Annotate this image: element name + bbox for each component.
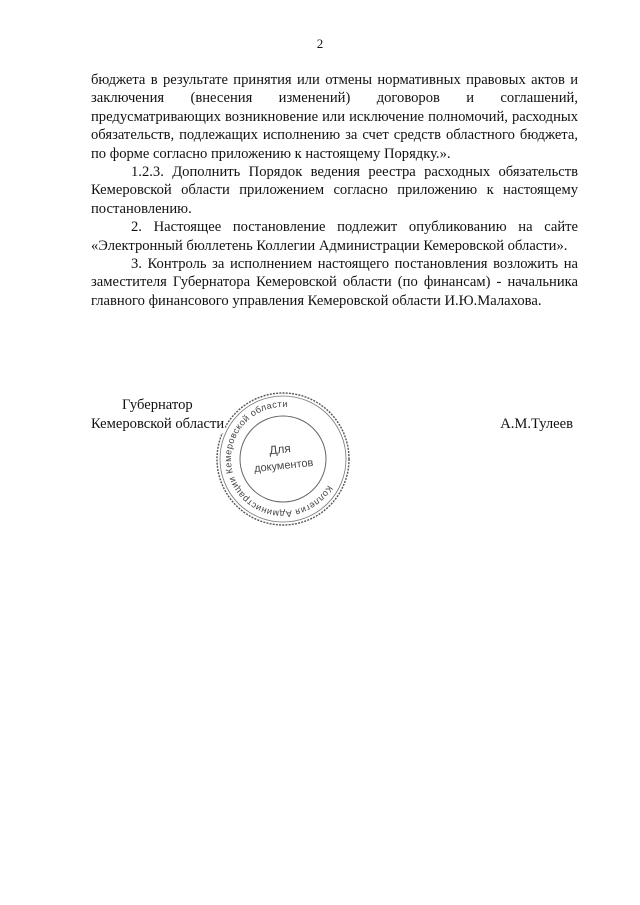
- signatory-name: А.М.Тулеев: [500, 416, 573, 432]
- document-body: [91, 71, 578, 310]
- seal-center-line-2: документов: [253, 456, 314, 476]
- seal-ring-text: Коллегия Администрации Кемеровской области: [222, 398, 335, 520]
- seal-center-line-1: Для: [268, 441, 292, 458]
- paragraph-item-3: 3. Контроль за исполнением настоящего постановления возложить на заместителя Губернатора Кемеровской области (по финансам) - начальника главного финансового управления Кемеровской области И.Ю.Малахова.: [91, 256, 578, 309]
- page-number: 2: [316, 36, 324, 51]
- signatory-region: Кемеровской области: [91, 416, 225, 432]
- paragraph-item-2: 2. Настоящее постановление подлежит опубликованию на сайте «Электронный бюллетень Коллегии Администрации Кемеровской области».: [91, 219, 578, 254]
- paragraph-item-1-2-3: 1.2.3. Дополнить Порядок ведения реестра расходных обязательств Кемеровской области приложением согласно приложению к настоящему постановлению.: [91, 164, 578, 217]
- paragraph-continuation: бюджета в результате принятия или отмены нормативных правовых актов и заключения (внесения изменений) договоров и соглашений, предусматривающих возникновение или исключение полномочий, расходных обязательств, подлежащих исполнению за счет средств областного бюджета, по форме согласно приложению к настоящему Порядку.».: [91, 72, 578, 162]
- official-seal: [213, 389, 353, 529]
- signatory-title: Губернатор: [122, 397, 193, 413]
